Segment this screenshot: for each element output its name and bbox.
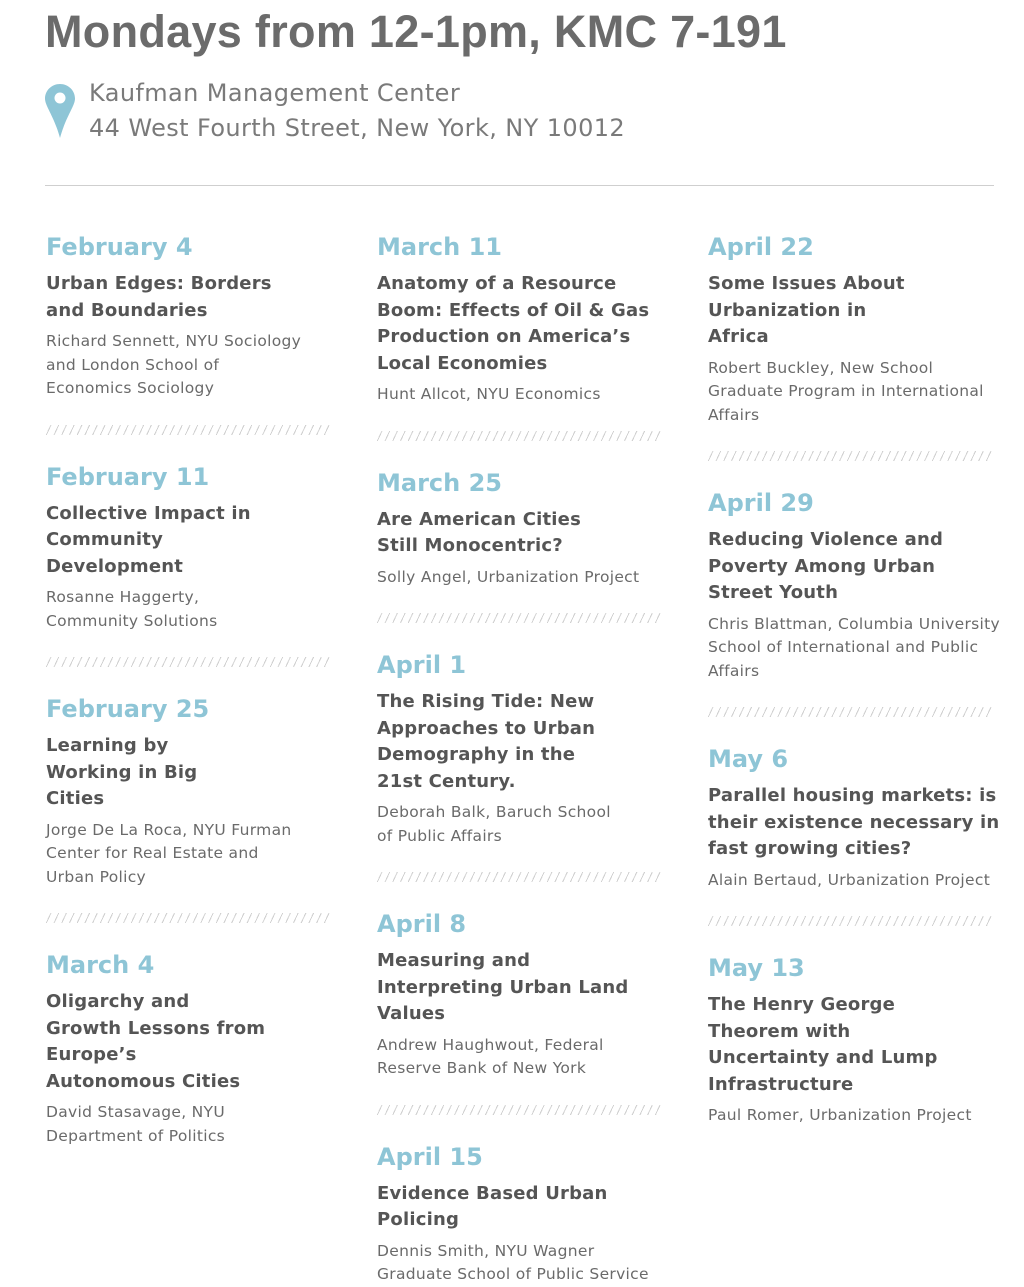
event-date: February 4 (46, 233, 193, 261)
event-item (377, 648, 667, 848)
event-item (377, 1140, 667, 1287)
event-divider (708, 707, 992, 717)
event-speaker: Hunt Allcot, NYU Economics (377, 385, 601, 403)
event-title: The Rising Tide: New Approaches to Urban Demography in the 21st Century. (377, 691, 596, 792)
event-divider (46, 425, 330, 435)
event-divider (708, 451, 992, 461)
event-date: March 25 (377, 468, 502, 497)
event-date: March 11 (377, 233, 502, 261)
schedule-column-2 (377, 230, 667, 1287)
event-speaker: Jorge De La Roca, NYU Furman Center for Real Estate and Urban Policy (46, 820, 292, 886)
location-address: 44 West Fourth Street, New York, NY 10012 (89, 114, 626, 142)
event-item (708, 742, 1008, 892)
event-title: Oligarchy and Growth Lessons from Europe’s Autonomous Cities (46, 991, 266, 1092)
event-speaker: Andrew Haughwout, Federal Reserve Bank of New York (377, 1035, 604, 1077)
event-speaker: Alain Bertaud, Urbanization Project (708, 870, 991, 889)
event-item (377, 230, 667, 407)
event-title: Collective Impact in Community Development (46, 502, 251, 577)
event-speaker: Richard Sennett, NYU Sociology and London School of Economics Sociology (46, 332, 302, 397)
event-title: Reducing Violence and Poverty Among Urban Street Youth (708, 529, 944, 603)
event-title: Evidence Based Urban Policing (377, 1182, 608, 1230)
page-title: Mondays from 12-1pm, KMC 7-191 (45, 6, 787, 57)
event-date: April 15 (377, 1142, 483, 1171)
event-title: Parallel housing markets: is their existence necessary in fast growing cities? (708, 785, 1000, 859)
header-divider (45, 185, 994, 186)
event-speaker: Deborah Balk, Baruch School of Public Affairs (377, 803, 611, 845)
event-item (377, 466, 667, 590)
event-speaker: Dennis Smith, NYU Wagner Graduate School of Public Service (377, 1241, 649, 1283)
event-title: The Henry George Theorem with Uncertainty and Lump Infrastructure (708, 994, 938, 1095)
event-title: Are American Cities Still Monocentric? (377, 508, 581, 556)
event-item (377, 907, 667, 1081)
event-date: May 6 (708, 745, 789, 773)
event-speaker: David Stasavage, NYU Department of Politics (46, 1103, 226, 1145)
event-date: February 25 (46, 695, 210, 723)
event-date: April 1 (377, 651, 467, 679)
event-divider (377, 1105, 661, 1115)
schedule-column-1 (46, 230, 336, 1148)
event-item (46, 460, 336, 634)
event-speaker: Robert Buckley, New School Graduate Program in International Affairs (708, 358, 984, 424)
event-item (46, 692, 336, 889)
map-pin-icon (45, 84, 75, 138)
event-speaker: Chris Blattman, Columbia University School of International and Public Affairs (708, 614, 1000, 680)
event-speaker: Solly Angel, Urbanization Project (377, 567, 640, 586)
event-title: Some Issues About Urbanization in Africa (708, 273, 905, 347)
event-divider (377, 872, 661, 882)
event-divider (46, 657, 330, 667)
event-date: April 29 (708, 489, 814, 517)
event-item (708, 486, 1008, 683)
event-title: Learning by Working in Big Cities (46, 735, 198, 809)
event-divider (46, 913, 330, 923)
event-item (46, 230, 336, 401)
location-name: Kaufman Management Center (89, 79, 461, 107)
location-block (89, 76, 625, 146)
event-item (46, 948, 336, 1148)
event-date: April 8 (377, 910, 467, 938)
schedule-column-3 (708, 230, 1008, 1128)
event-speaker: Paul Romer, Urbanization Project (708, 1106, 972, 1124)
event-date: May 13 (708, 954, 805, 982)
event-divider (708, 916, 992, 926)
event-item (708, 230, 1008, 427)
event-date: April 22 (708, 233, 814, 261)
event-title: Urban Edges: Borders and Boundaries (46, 273, 272, 321)
event-speaker: Rosanne Haggerty, Community Solutions (46, 588, 218, 630)
event-title: Measuring and Interpreting Urban Land Values (377, 950, 629, 1024)
event-divider (377, 431, 661, 441)
event-divider (377, 613, 661, 623)
event-title: Anatomy of a Resource Boom: Effects of Oil & Gas Production on America’s Local Economies (377, 273, 650, 374)
event-item (708, 951, 1008, 1128)
event-date: February 11 (46, 462, 210, 491)
event-date: March 4 (46, 951, 155, 979)
